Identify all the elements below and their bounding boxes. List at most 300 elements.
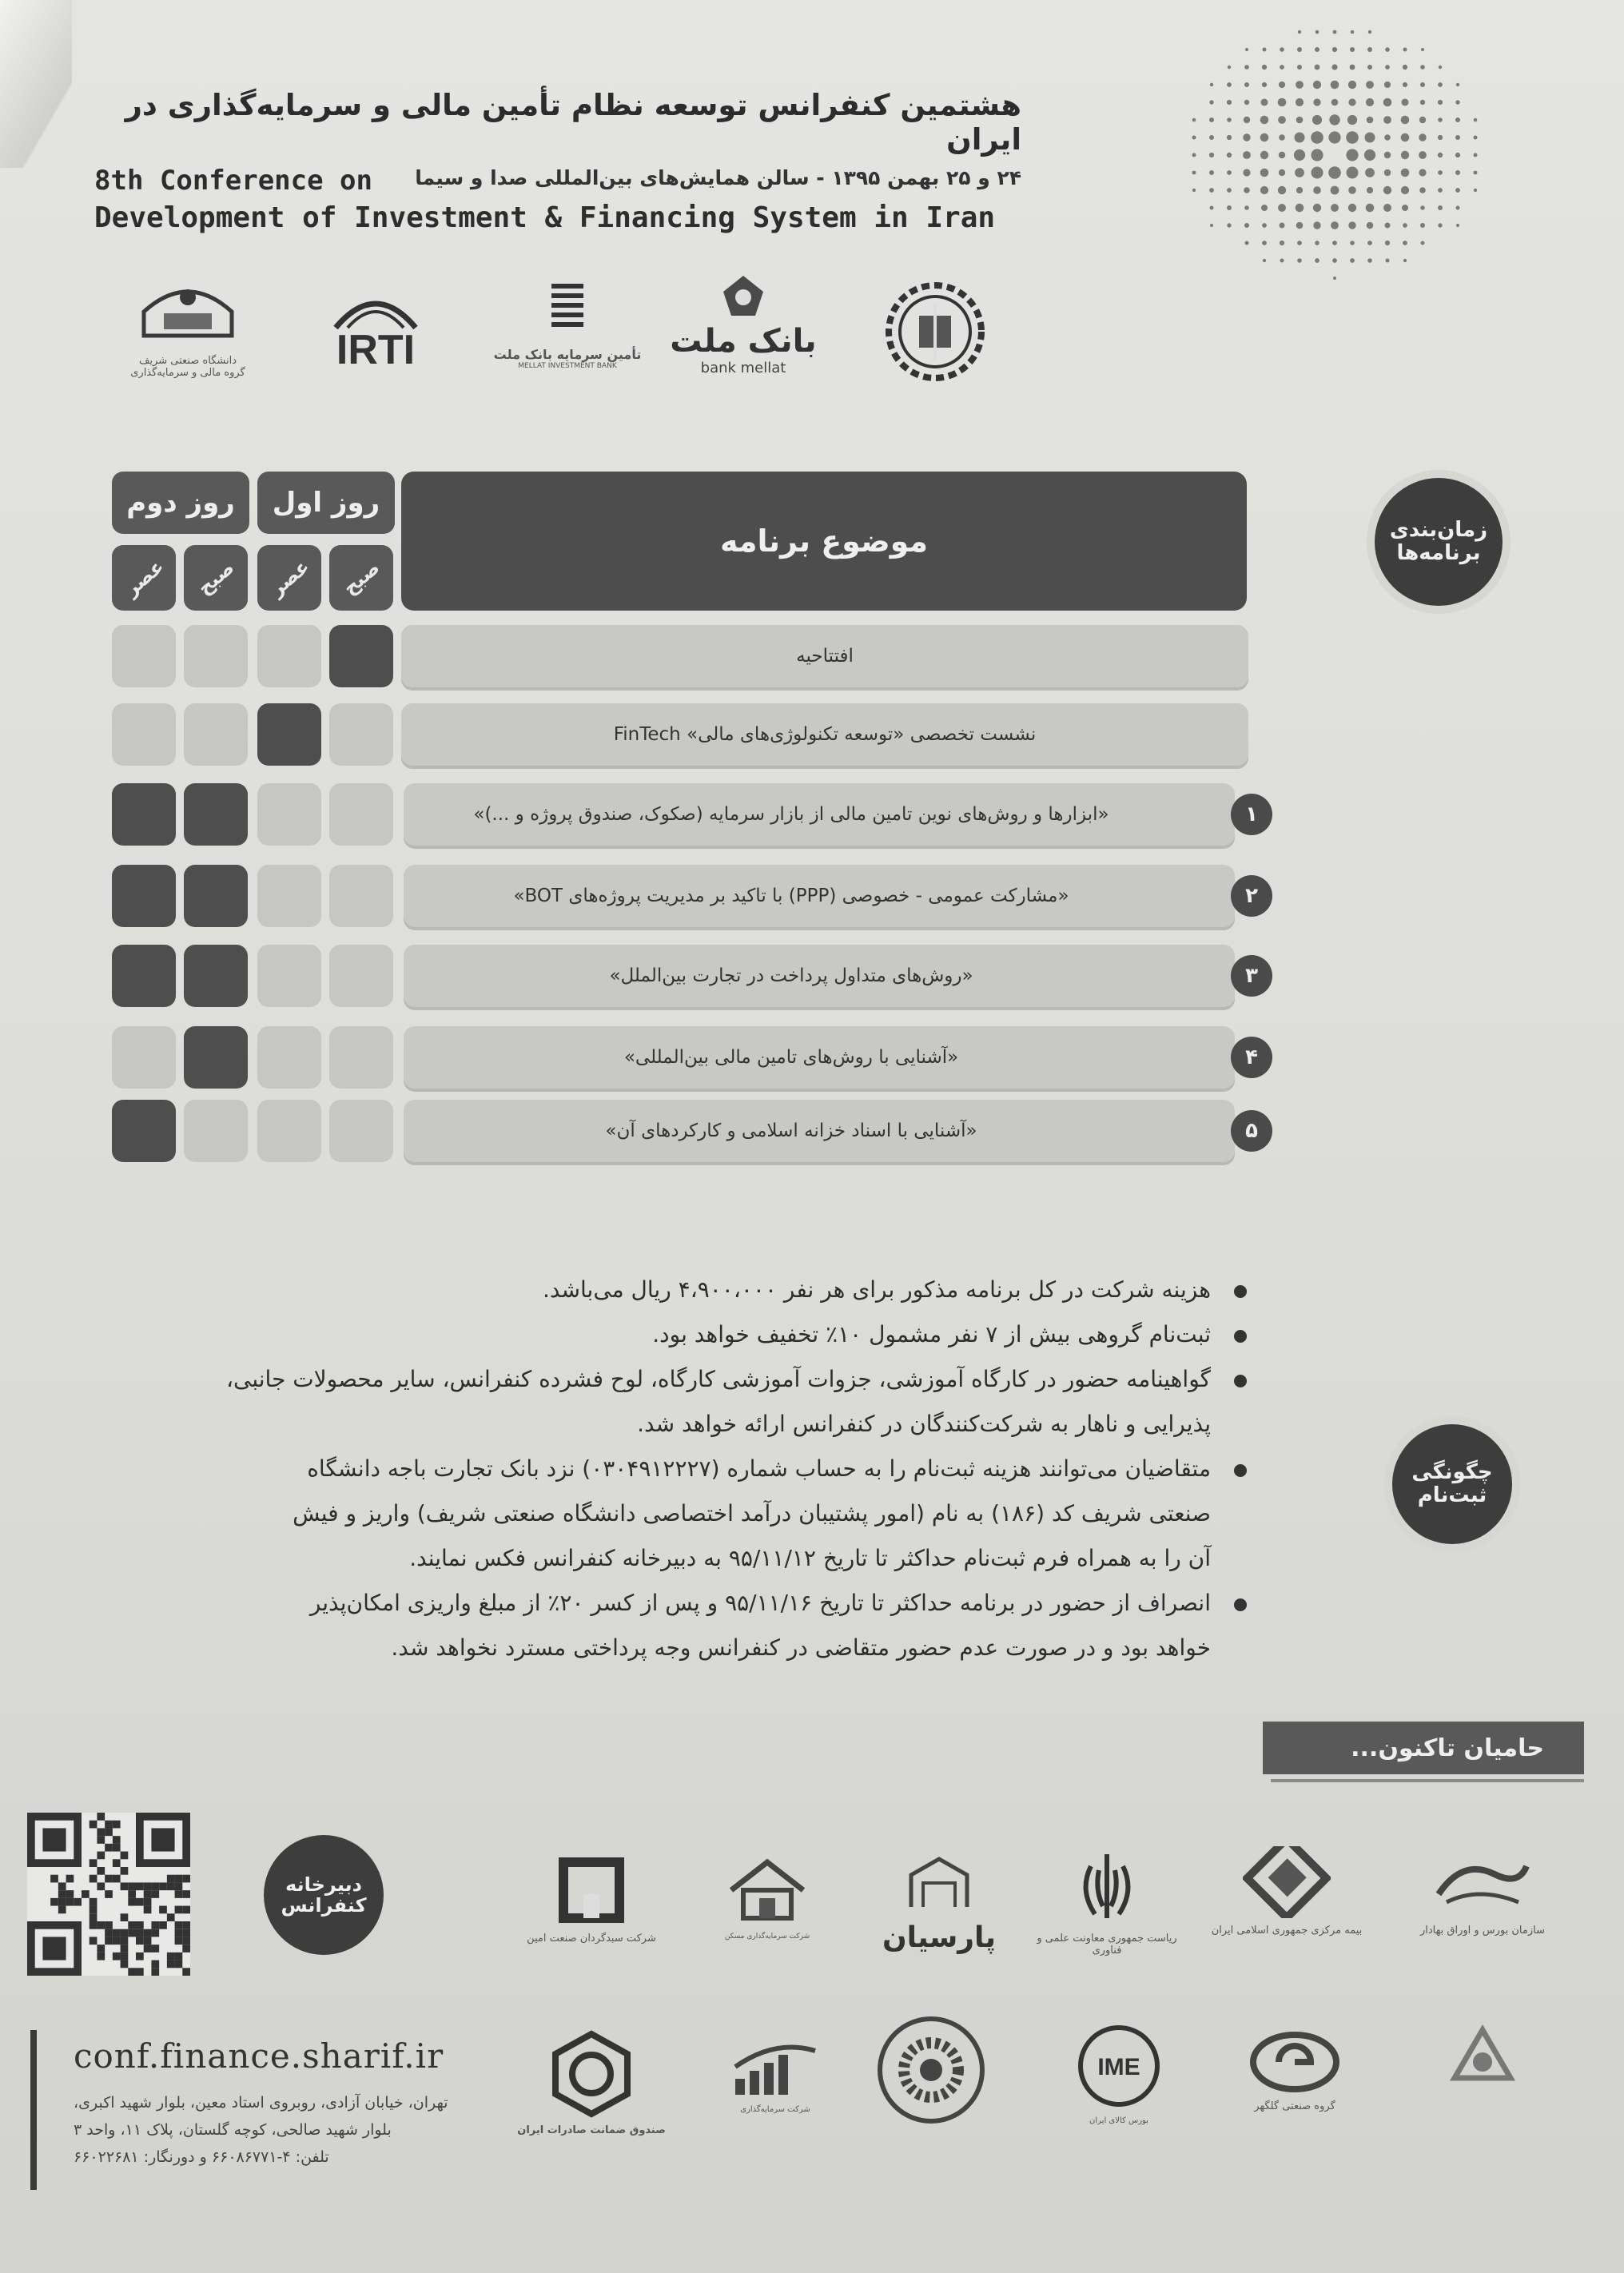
decor-dot [1244, 100, 1249, 105]
decor-dot [1367, 117, 1374, 124]
qr-module [121, 1929, 129, 1937]
decor-dot [1262, 82, 1267, 87]
qr-module [90, 1898, 98, 1906]
qr-module [113, 1844, 121, 1852]
qr-module [175, 1890, 183, 1898]
qr-module [105, 1890, 113, 1898]
decor-dot [1367, 222, 1374, 229]
qr-module [159, 1906, 167, 1914]
qr-module [105, 1875, 113, 1883]
decor-dot [1419, 187, 1426, 193]
decor-dot [1260, 186, 1268, 194]
qr-module [167, 1875, 175, 1883]
address-line-1: تهران، خیابان آزادی، روبروی استاد معین، بلوار شهید اکبری، [74, 2094, 448, 2112]
qr-module [175, 1937, 183, 1945]
decor-dot [1296, 204, 1304, 213]
qr-module [58, 1890, 66, 1898]
decor-dot [1420, 205, 1425, 210]
central-insurance-logo: بیمه مرکزی جمهوری اسلامی ایران [1207, 1846, 1367, 1937]
decor-dot [1419, 133, 1426, 141]
qr-module [151, 1961, 159, 1968]
decor-dot [1383, 98, 1392, 107]
decor-dot [1384, 82, 1391, 88]
decor-dot [1455, 117, 1460, 122]
session-marker-filled [184, 865, 248, 927]
decor-dot [1313, 98, 1320, 105]
decor-dot [1402, 205, 1408, 211]
decor-dot [1403, 48, 1407, 52]
decor-dot [1245, 48, 1248, 51]
qr-module [136, 1968, 144, 1976]
session-marker-empty [329, 865, 393, 927]
decor-dot [1368, 30, 1371, 34]
day1-morning: صبح [329, 545, 393, 611]
qr-module [182, 1945, 190, 1953]
amin-investment-logo: شرکت سبدگردان صنعت امین [519, 1854, 663, 1945]
session-marker-filled [112, 865, 176, 927]
title-fa: هشتمین کنفرانس توسعه نظام تأمین مالی و سرمایه‌گذاری در ایران [125, 88, 1021, 157]
qr-module [167, 1961, 175, 1968]
secretariat-badge: دبیرخانه کنفرانس [264, 1835, 384, 1955]
ime-logo: IME بورس کالای ایران [1055, 2022, 1183, 2125]
qr-module [151, 1968, 159, 1976]
decor-dot [1294, 149, 1305, 161]
decor-dot [1367, 258, 1372, 263]
qr-module [58, 1882, 66, 1890]
qr-module [121, 1867, 129, 1875]
decor-dot [1209, 153, 1214, 157]
decor-dot [1438, 205, 1443, 210]
session-marker-empty [112, 1026, 176, 1089]
row-topic: افتتاحیه [401, 625, 1248, 687]
decor-dot [1347, 115, 1357, 125]
qr-module [105, 1937, 113, 1945]
sponsors-rule [1271, 1779, 1584, 1782]
investment-fund-logo: شرکت سرمایه‌گذاری [703, 2043, 847, 2114]
decor-dot [1280, 259, 1284, 263]
decor-dot [1332, 47, 1337, 52]
decor-dot [1474, 153, 1478, 157]
decor-dot [1456, 206, 1460, 210]
decor-dot [1403, 241, 1407, 245]
decor-dot [1313, 186, 1321, 194]
decor-dot [1210, 83, 1213, 86]
decor-dot [1420, 65, 1425, 70]
session-marker-filled [257, 703, 321, 766]
qr-module [128, 1968, 136, 1976]
topic-header: موضوع برنامه [401, 472, 1247, 611]
decor-dot [1316, 30, 1320, 34]
qr-module [113, 1821, 121, 1829]
qr-module [175, 1961, 183, 1968]
decor-dot [1348, 221, 1355, 229]
decor-dot [1455, 153, 1460, 157]
decor-dot [1438, 223, 1442, 227]
decor-dot [1367, 187, 1373, 193]
decor-dot [1401, 151, 1409, 159]
qr-module [159, 1921, 167, 1929]
decor-dot [1243, 151, 1251, 159]
qr-module [97, 1882, 105, 1890]
parsian-logo: پارسیان [867, 1851, 1011, 1954]
decor-dot [1347, 167, 1359, 179]
schedule-row [112, 945, 1263, 1009]
decor-dot [1384, 169, 1391, 176]
decor-dot [1329, 114, 1339, 125]
decor-dot [1296, 117, 1304, 124]
decor-dot [1346, 149, 1358, 161]
decor-dot [1367, 65, 1372, 70]
decor-dot [1210, 224, 1213, 227]
qr-module [121, 1882, 129, 1890]
day2-header: روز دوم [112, 472, 249, 534]
website-url[interactable]: conf.finance.sharif.ir [74, 2036, 444, 2076]
decor-dot [1192, 118, 1196, 122]
session-marker-empty [184, 703, 248, 766]
decor-dot [1438, 188, 1443, 193]
decor-dot [1401, 133, 1410, 142]
decor-dot [1298, 30, 1301, 34]
qr-module [90, 1821, 98, 1829]
decor-dot [1403, 65, 1407, 70]
qr-module [97, 1921, 105, 1929]
schedule-row [112, 703, 1263, 767]
session-marker-empty [257, 945, 321, 1007]
decor-dot [1367, 241, 1372, 245]
qr-module [121, 1953, 129, 1961]
decor-dot [1348, 204, 1356, 212]
qr-module [167, 1882, 175, 1890]
note-line: متقاضیان می‌توانند هزینه ثبت‌نام را به حساب شماره (۰۳۰۴۹۱۲۲۲۷) نزد بانک تجارت باجه دانشگاه [307, 1455, 1211, 1482]
decor-dot [1227, 117, 1232, 122]
qr-module [182, 1921, 190, 1929]
decor-dot [1244, 82, 1249, 87]
decor-dot [1401, 116, 1410, 125]
qr-module [175, 1906, 183, 1914]
decor-dot [1297, 241, 1302, 245]
schedule-row [112, 1026, 1263, 1090]
session-marker-empty [257, 625, 321, 687]
qr-module [97, 1953, 105, 1961]
decor-dot [1385, 241, 1390, 245]
session-marker-empty [329, 945, 393, 1007]
decor-dot [1311, 131, 1323, 144]
decor-dot [1262, 223, 1267, 228]
decor-dot [1331, 221, 1339, 229]
decor-dot [1385, 65, 1390, 70]
decor-dot [1244, 223, 1249, 228]
row-topic: «آشنایی با روش‌های تامین مالی بین‌المللی» [404, 1026, 1235, 1089]
qr-module [121, 1937, 129, 1945]
qr-module [97, 1828, 105, 1836]
decor-dot [1386, 259, 1390, 263]
note-line: هزینه شرکت در کل برنامه مذکور برای هر نفر ۴،۹۰۰،۰۰۰ ریال می‌باشد. [542, 1276, 1211, 1303]
qr-module [175, 1953, 183, 1961]
decor-dot [1245, 241, 1249, 245]
day2-afternoon: عصر [112, 545, 176, 611]
decor-dot [1367, 47, 1372, 52]
svg-text:IRTI: IRTI [336, 327, 416, 368]
decor-dot [1403, 82, 1407, 87]
decor-dot [1227, 205, 1232, 210]
sebourse-logo: سازمان بورس و اوراق بهادار [1399, 1854, 1566, 1937]
decor-dot [1261, 99, 1268, 106]
row-number-badge: ۱ [1231, 794, 1272, 835]
decor-dot [1315, 258, 1320, 263]
decor-dot [1456, 224, 1459, 227]
session-marker-empty [184, 625, 248, 687]
decor-dot [1312, 115, 1322, 125]
decor-dot [1192, 189, 1196, 192]
session-marker-empty [329, 1026, 393, 1089]
decor-dot [1385, 223, 1391, 229]
qr-module [121, 1913, 129, 1921]
decor-dot [1420, 82, 1425, 87]
qr-module [175, 1921, 183, 1929]
decor-dot [1280, 47, 1284, 52]
qr-module [50, 1875, 58, 1883]
note-line: خواهد بود و در صورت عدم حضور متقاضی در کنفرانس وجه پرداختی مسترد نخواهد شد. [391, 1634, 1211, 1661]
qr-module [105, 1929, 113, 1937]
decor-dot [1228, 66, 1231, 69]
row-number-badge: ۳ [1231, 955, 1272, 997]
decor-dot [1295, 168, 1304, 177]
qr-module [105, 1821, 113, 1829]
qr-module [42, 1937, 66, 1960]
decor-dot [1331, 81, 1339, 90]
decor-dot [1209, 135, 1214, 140]
qr-module [90, 1921, 98, 1929]
decor-dot [1262, 241, 1267, 245]
decor-dot [1278, 204, 1286, 212]
decor-dot [1263, 48, 1267, 52]
decor-dot [1297, 258, 1302, 263]
decor-dot [1403, 223, 1407, 228]
decor-dot [1244, 205, 1249, 210]
decor-dot [1315, 47, 1320, 52]
qr-module [97, 1836, 105, 1844]
note-item [112, 1581, 1247, 1670]
note-item [112, 1447, 1247, 1581]
decor-dot [1455, 100, 1459, 104]
decor-dot [1260, 116, 1269, 125]
decor-dot [1455, 135, 1460, 140]
row-topic: نشست تخصصی «توسعه تکنولوژی‌های مالی» FinTech [401, 703, 1248, 766]
qr-module [128, 1890, 136, 1898]
footer-bar [30, 2030, 37, 2190]
qr-module [182, 1875, 190, 1883]
decor-dot [1346, 131, 1359, 144]
schedule-table [112, 472, 1263, 1159]
decor-dot [1350, 65, 1355, 70]
decor-dot [1438, 100, 1443, 105]
decor-dot [1333, 30, 1337, 34]
qr-module [121, 1852, 129, 1860]
decor-dot [1210, 206, 1214, 210]
session-marker-empty [257, 1026, 321, 1089]
decor-dot [1420, 223, 1425, 228]
qr-module [136, 1882, 144, 1890]
decor-dot [1260, 133, 1269, 142]
qr-module [66, 1898, 74, 1906]
decor-dot [1365, 168, 1375, 177]
decor-dot [1311, 149, 1323, 161]
qr-module [175, 1929, 183, 1937]
decor-dot [1331, 186, 1339, 195]
decor-dot [1280, 65, 1284, 70]
session-marker-empty [257, 783, 321, 846]
decor-dot [1209, 188, 1214, 193]
note-line: آن را به همراه فرم ثبت‌نام حداکثر تا تاریخ ۹۵/۱۱/۱۲ به دبیرخانه کنفرانس فکس نمایند. [409, 1545, 1211, 1571]
session-marker-empty [329, 783, 393, 846]
qr-module [90, 1906, 98, 1914]
decor-dot [1474, 136, 1478, 140]
decor-dot [1348, 186, 1356, 194]
qr-module [97, 1813, 105, 1821]
mellat-investment-logo: تأمین سرمایه بانک ملت MELLAT INVESTMENT BANK [488, 280, 647, 370]
decor-dot [1350, 47, 1355, 52]
session-marker-empty [112, 703, 176, 766]
decor-dot [1262, 65, 1267, 70]
decor-dot [1474, 189, 1477, 192]
recycle-logo [1415, 2022, 1550, 2105]
decor-dot [1243, 133, 1250, 141]
qr-module [128, 1921, 136, 1929]
qr-module [151, 1882, 159, 1890]
qr-module [144, 1906, 152, 1914]
session-marker-filled [112, 1100, 176, 1162]
decor-dot [1403, 259, 1407, 262]
qr-module [105, 1844, 113, 1852]
decor-dot [1192, 136, 1196, 140]
chamber-commerce-logo [867, 2014, 995, 2129]
qr-module [144, 1937, 152, 1945]
halftone-dots-decoration [1151, 24, 1487, 288]
qr-module [113, 1953, 121, 1961]
decor-dot [1331, 204, 1339, 212]
session-marker-empty [112, 625, 176, 687]
decor-dot [1402, 99, 1409, 106]
footer-address [74, 2089, 521, 2171]
qr-module [151, 1828, 174, 1851]
schedule-badge: زمان‌بندی برنامه‌ها [1375, 478, 1503, 606]
decor-dot [1350, 241, 1355, 245]
qr-module [151, 1890, 159, 1898]
qr-module [105, 1921, 113, 1929]
schedule-row [112, 1100, 1263, 1164]
date-fa: ۲۴ و ۲۵ بهمن ۱۳۹۵ - سالن همایش‌های بین‌المللی صدا و سیما [415, 166, 1021, 189]
header [94, 88, 1021, 234]
decor-dot [1227, 135, 1232, 140]
session-marker-filled [112, 783, 176, 846]
decor-dot [1419, 117, 1426, 123]
qr-module [144, 1882, 152, 1890]
registration-badge: چگونگی ثبت‌نام [1392, 1424, 1512, 1544]
golgohar-logo: گروه صنعتی گلگهر [1223, 2030, 1367, 2112]
decor-dot [1227, 170, 1232, 175]
decor-dot [1350, 258, 1355, 263]
session-marker-filled [184, 783, 248, 846]
registration-notes [112, 1268, 1247, 1670]
decor-dot [1227, 153, 1232, 157]
maskan-investment-logo: شرکت سرمایه‌گذاری مسکن [703, 1854, 831, 1941]
decor-dot [1279, 134, 1285, 141]
qr-module [167, 1913, 175, 1921]
qr-module [58, 1898, 66, 1906]
note-line: صنعتی شریف کد (۱۸۶) به نام (امور پشتیبان درآمد اختصاصی دانشگاه صنعتی شریف) واریز و فیش [293, 1500, 1211, 1527]
qr-module [74, 1898, 82, 1906]
title-en-2: Development of Investment & Financing System in Iran [94, 201, 996, 234]
qr-module [50, 1898, 58, 1906]
row-number-badge: ۲ [1231, 875, 1272, 917]
qr-module [90, 1875, 98, 1883]
decor-dot [1438, 170, 1443, 175]
decor-dot [1331, 99, 1339, 106]
note-line: پذیرایی و ناهار به شرکت‌کنندگان در کنفرانس ارائه خواهد شد. [637, 1411, 1211, 1437]
decor-dot [1261, 205, 1268, 211]
qr-module [175, 1882, 183, 1890]
row-number-badge: ۵ [1231, 1110, 1272, 1152]
note-line: ثبت‌نام گروهی بیش از ۷ نفر مشمول ۱۰٪ تخفیف خواهد بود. [652, 1321, 1211, 1347]
note-item [112, 1268, 1247, 1312]
qr-module [97, 1867, 105, 1875]
decor-dot [1315, 65, 1320, 70]
decor-dot [1384, 134, 1391, 141]
phone-line: تلفن: ۴-۶۶۰۸۶۷۷۱ و دورنگار: ۶۶۰۲۲۶۸۱ [74, 2148, 329, 2166]
address-line-2: بلوار شهید صالحی، کوچه گلستان، پلاک ۱۱، واحد ۳ [74, 2121, 392, 2139]
decor-dot [1365, 133, 1375, 143]
decor-dot [1279, 82, 1285, 88]
qr-module [136, 1953, 144, 1961]
day2-morning: صبح [184, 545, 248, 611]
decor-dot [1192, 153, 1196, 157]
decor-dot [1366, 98, 1374, 106]
title-en-1: 8th Conference on [94, 165, 372, 197]
qr-module [167, 1953, 175, 1961]
qr-module [66, 1890, 74, 1898]
decor-dot [1332, 241, 1337, 245]
decor-dot [1420, 100, 1425, 105]
decor-dot [1401, 186, 1409, 194]
decor-dot [1328, 131, 1340, 143]
decor-dot [1383, 204, 1391, 212]
row-topic: «مشارکت عمومی - خصوصی (PPP) با تاکید بر مدیریت پروژه‌های BOT» [404, 865, 1235, 927]
day1-header: روز اول [257, 472, 395, 534]
page-fold [0, 0, 72, 168]
qr-module [144, 1945, 152, 1953]
qr-module [144, 1929, 152, 1937]
decor-dot [1438, 117, 1443, 122]
decor-dot [1438, 82, 1443, 87]
qr-module [175, 1875, 183, 1883]
decor-dot [1313, 221, 1320, 229]
decor-dot [1419, 151, 1427, 159]
note-item [112, 1312, 1247, 1357]
decor-dot [1333, 277, 1336, 280]
export-guarantee-logo: صندوق ضمانت صادرات ایران [511, 2030, 671, 2136]
decor-dot [1260, 151, 1268, 159]
decor-dot [1312, 167, 1323, 179]
decor-dot [1348, 81, 1356, 89]
decor-dot [1383, 186, 1391, 194]
decor-dot [1227, 100, 1232, 105]
session-marker-filled [184, 1026, 248, 1089]
qr-module [105, 1828, 113, 1836]
decor-dot [1438, 153, 1443, 157]
svg-text:IME: IME [1097, 2054, 1140, 2080]
decor-dot [1366, 81, 1374, 89]
decor-dot [1297, 65, 1302, 70]
